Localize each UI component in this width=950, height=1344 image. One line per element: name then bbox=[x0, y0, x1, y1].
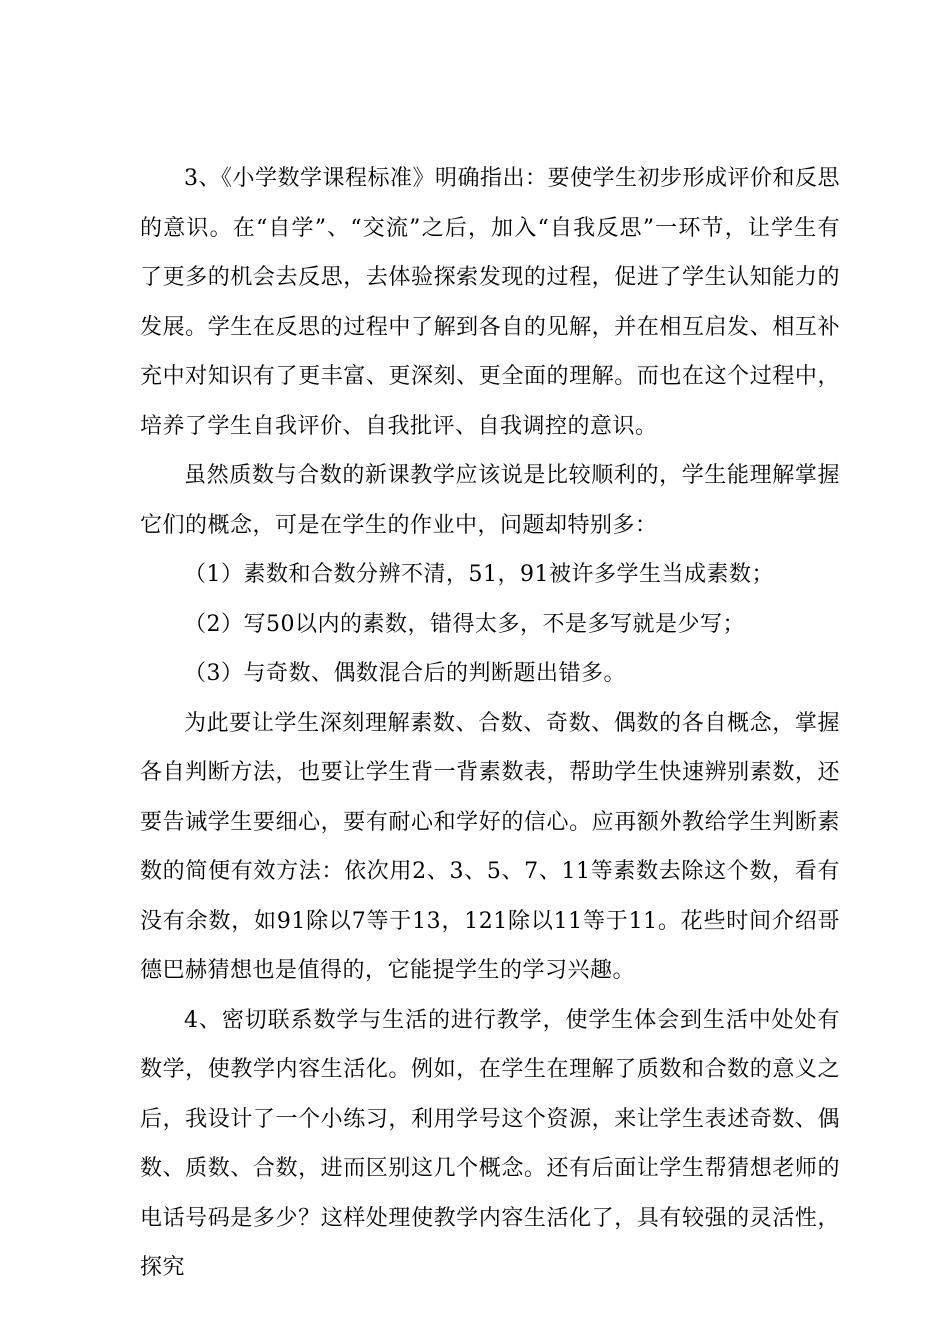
document-page bbox=[140, 154, 840, 1293]
list-item-1: （1）素数和合数分辨不清，51，91被许多学生当成素数； bbox=[184, 562, 774, 587]
paragraph-reflection: 3、《小学数学课程标准》明确指出：要使学生初步形成评价和反思的意识。在“自学”、“交流”之后，加入“自我反思”一环节，让学生有了更多的机会去反思，去体验探索发现的过程，促进了学生认知能力的发展。学生在反思的过程中了解到各自的见解，并在相互启发、相互补充中对知识有了更丰富、更深刻、更全面的理解。而也在这个过程中，培养了学生自我评价、自我批评、自我调控的意识。 bbox=[140, 166, 840, 439]
paragraph-life-connection: 4、密切联系数学与生活的进行教学，使学生体会到生活中处处有数学，使教学内容生活化。例如，在学生在理解了质数和合数的意义之后，我设计了一个小练习，利用学号这个资源，来让学生表述奇数、偶数、质数、合数，进而区别这几个概念。还有后面让学生帮猜想老师的电话号码是多少？这样处理使教学内容生活化了，具有较强的灵活性，探究 bbox=[140, 1007, 840, 1280]
paragraph-homework-problems: 虽然质数与合数的新课教学应该说是比较顺利的，学生能理解掌握它们的概念，可是在学生的作业中，问题却特别多： bbox=[140, 463, 840, 538]
list-item-3: （3）与奇数、偶数混合后的判断题出错多。 bbox=[184, 661, 626, 686]
list-item-2: （2）写50以内的素数，错得太多，不是多写就是少写； bbox=[184, 611, 745, 637]
paragraph-methods: 为此要让学生深刻理解素数、合数、奇数、偶数的各自概念，掌握各自判断方法，也要让学生背一背素数表，帮助学生快速辨别素数，还要告诫学生要细心，要有耐心和学好的信心。应再额外教给学生判断素数的简便有效方法：依次用2、3、5、7、11等素数去除这个数，看有没有余数，如91除以7等于13，121除以11等于11。花些时间介绍哥德巴赫猜想也是值得的，它能提学生的学习兴趣。 bbox=[140, 710, 840, 983]
